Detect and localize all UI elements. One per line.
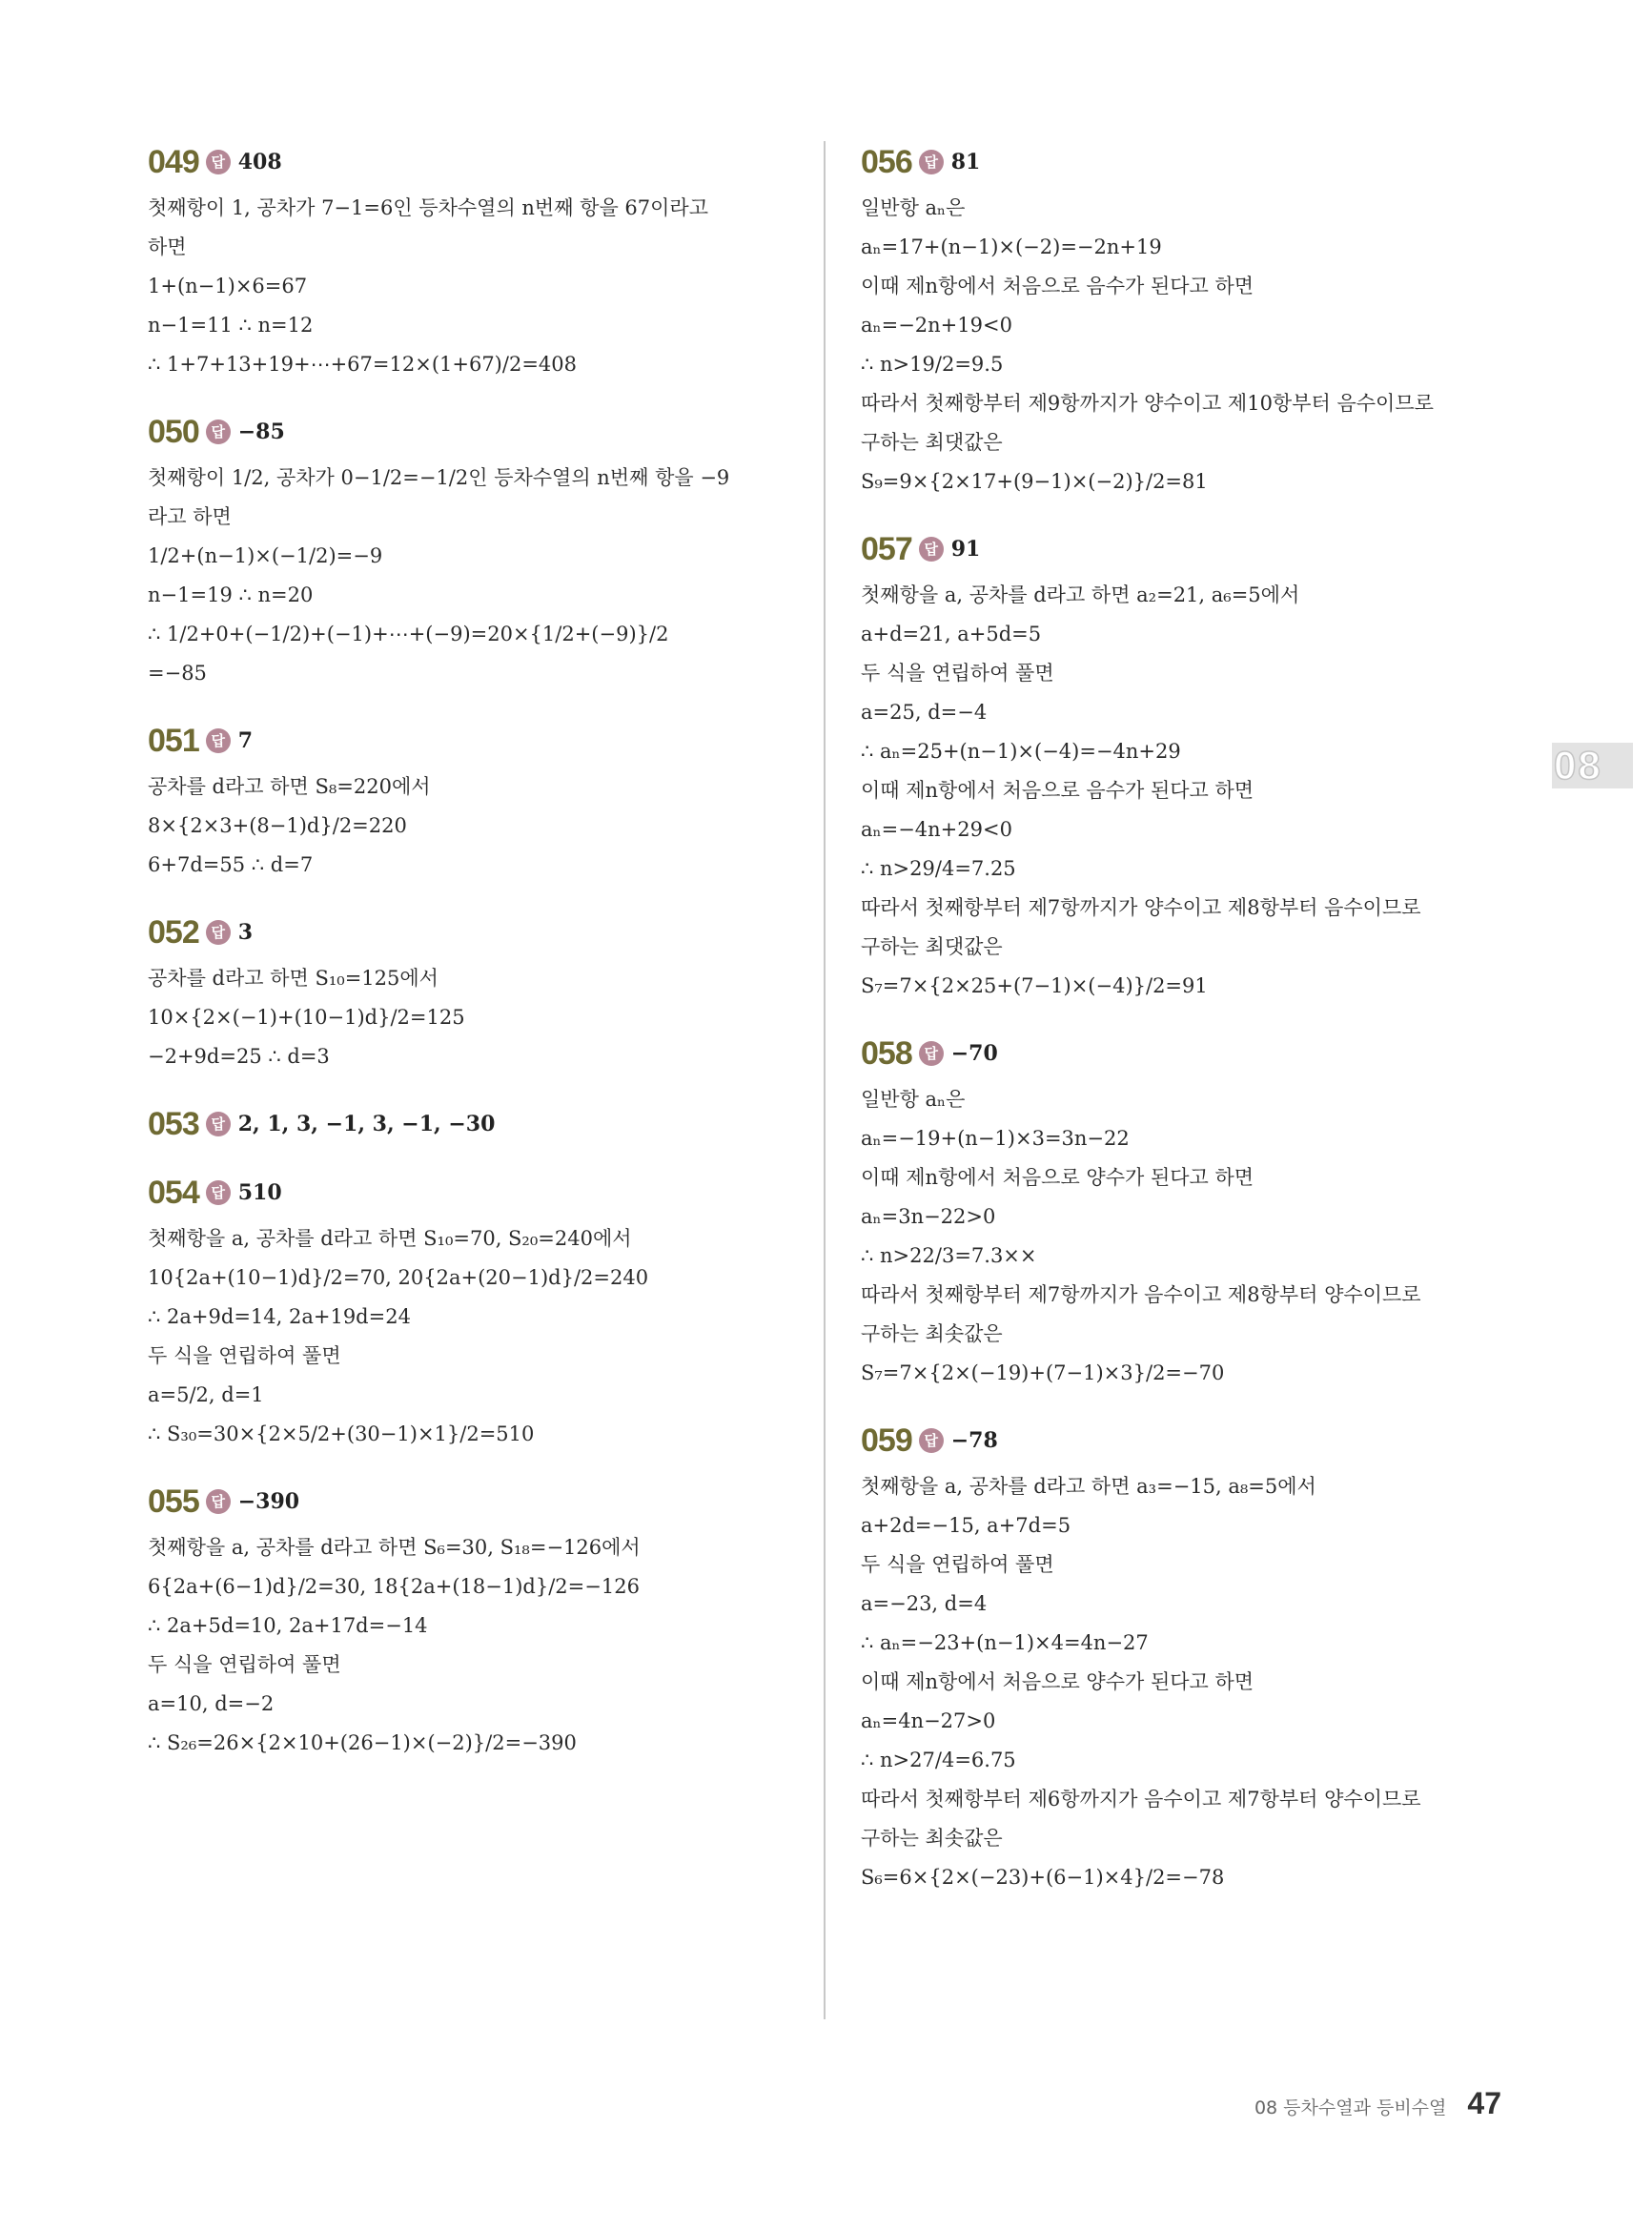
solution-line: 두 식을 연립하여 풀면 bbox=[148, 1344, 341, 1367]
footer-chapter-title: 08 등차수열과 등비수열 bbox=[1254, 2097, 1447, 2118]
solution-line: S₉=9×{2×17+(9−1)×(−2)}/2=81 bbox=[861, 470, 1208, 493]
answer-value: 510 bbox=[237, 1180, 282, 1205]
solution-line: 10{2a+(10−1)d}/2=70, 20{2a+(20−1)d}/2=240 bbox=[148, 1266, 649, 1289]
solution-line: aₙ=3n−22>0 bbox=[861, 1205, 996, 1228]
solution-line: a+2d=−15, a+7d=5 bbox=[861, 1514, 1071, 1537]
answer-badge-icon: 답 bbox=[919, 537, 944, 562]
solution-line: ∴ 2a+9d=14, 2a+19d=24 bbox=[148, 1305, 411, 1328]
solution-line: 첫째항을 a, 공차를 d라고 하면 S₁₀=70, S₂₀=240에서 bbox=[148, 1227, 632, 1250]
problem-header bbox=[861, 1420, 1519, 1462]
problem-number: 049 bbox=[148, 143, 199, 180]
problem-number: 056 bbox=[861, 143, 912, 180]
solution-line: 라고 하면 bbox=[148, 505, 232, 528]
solution-line: a=10, d=−2 bbox=[148, 1692, 275, 1715]
answer-value: 408 bbox=[237, 150, 282, 174]
solution-line: S₆=6×{2×(−23)+(6−1)×4}/2=−78 bbox=[861, 1866, 1225, 1889]
solution-line: 1/2+(n−1)×(−1/2)=−9 bbox=[148, 544, 383, 567]
solution-line: 8×{2×3+(8−1)d}/2=220 bbox=[148, 814, 407, 837]
solution-line: 첫째항을 a, 공차를 d라고 하면 S₆=30, S₁₈=−126에서 bbox=[148, 1536, 641, 1559]
answer-value: 91 bbox=[950, 537, 981, 562]
solution-line: 구하는 최댓값은 bbox=[861, 935, 1003, 958]
solution-line: ∴ S₃₀=30×{2×5/2+(30−1)×1}/2=510 bbox=[148, 1422, 535, 1445]
answer-badge-icon: 답 bbox=[206, 728, 231, 753]
solution-line: n−1=19 ∴ n=20 bbox=[148, 583, 314, 606]
solution-line: ∴ aₙ=−23+(n−1)×4=4n−27 bbox=[861, 1631, 1149, 1654]
problem-header bbox=[148, 1172, 796, 1214]
solution-line: ∴ 1/2+0+(−1/2)+(−1)+⋯+(−9)=20×{1/2+(−9)}/2 bbox=[148, 623, 669, 645]
problem-block bbox=[861, 1420, 1519, 1897]
solution-line: aₙ=−2n+19<0 bbox=[861, 314, 1012, 337]
solution-line: 1+(n−1)×6=67 bbox=[148, 275, 308, 297]
answer-badge-icon: 답 bbox=[206, 920, 231, 945]
solution-line: a+d=21, a+5d=5 bbox=[861, 623, 1042, 645]
problem-number: 053 bbox=[148, 1105, 199, 1142]
solution-line: 구하는 최댓값은 bbox=[861, 431, 1003, 454]
problem-number: 057 bbox=[861, 530, 912, 567]
solution-line: 따라서 첫째항부터 제6항까지가 음수이고 제7항부터 양수이므로 bbox=[861, 1788, 1421, 1811]
solution-line: ∴ n>29/4=7.25 bbox=[861, 857, 1016, 880]
solution-line: ∴ 1+7+13+19+⋯+67=12×(1+67)/2=408 bbox=[148, 353, 577, 376]
answer-value: 2, 1, 3, −1, 3, −1, −30 bbox=[237, 1112, 496, 1136]
answer-badge-icon: 답 bbox=[206, 419, 231, 444]
left-column bbox=[148, 141, 796, 1790]
problem-header bbox=[861, 1033, 1519, 1074]
solution-line: ∴ aₙ=25+(n−1)×(−4)=−4n+29 bbox=[861, 740, 1181, 763]
problem-header bbox=[148, 720, 796, 762]
solution-line: 두 식을 연립하여 풀면 bbox=[148, 1653, 341, 1676]
column-divider bbox=[824, 141, 826, 2019]
solution-line: a=5/2, d=1 bbox=[148, 1383, 264, 1406]
answer-badge-icon: 답 bbox=[206, 1112, 231, 1136]
solution-line: −2+9d=25 ∴ d=3 bbox=[148, 1045, 330, 1068]
answer-value: 81 bbox=[950, 150, 981, 174]
solution-line: aₙ=−4n+29<0 bbox=[861, 818, 1012, 841]
answer-badge-icon: 답 bbox=[206, 1180, 231, 1205]
problem-header bbox=[148, 911, 796, 953]
solution-line: 일반항 aₙ은 bbox=[861, 1088, 966, 1111]
problem-header bbox=[148, 141, 796, 183]
solution-line: ∴ n>22/3=7.3×× bbox=[861, 1244, 1037, 1267]
problem-block bbox=[861, 528, 1519, 1006]
answer-value: −85 bbox=[237, 419, 285, 444]
solution-line: 일반항 aₙ은 bbox=[861, 196, 966, 219]
solution-line: =−85 bbox=[148, 662, 207, 685]
problem-number: 058 bbox=[861, 1034, 912, 1072]
problem-block bbox=[148, 141, 796, 384]
solution-line: 이때 제n항에서 처음으로 음수가 된다고 하면 bbox=[861, 275, 1254, 297]
solution-line: 하면 bbox=[148, 235, 187, 258]
problem-header bbox=[148, 1481, 796, 1523]
solution-line: ∴ n>27/4=6.75 bbox=[861, 1749, 1016, 1771]
problem-block bbox=[861, 141, 1519, 501]
problem-number: 051 bbox=[148, 722, 199, 759]
answer-badge-icon: 답 bbox=[919, 1428, 944, 1453]
solution-line: ∴ n>19/2=9.5 bbox=[861, 353, 1004, 376]
solution-line: 두 식을 연립하여 풀면 bbox=[861, 1553, 1054, 1576]
solution-line: 이때 제n항에서 처음으로 음수가 된다고 하면 bbox=[861, 779, 1254, 802]
problem-number: 052 bbox=[148, 913, 199, 951]
solution-line: S₇=7×{2×25+(7−1)×(−4)}/2=91 bbox=[861, 974, 1208, 997]
answer-badge-icon: 답 bbox=[919, 1041, 944, 1066]
problem-header bbox=[861, 528, 1519, 570]
problem-number: 054 bbox=[148, 1174, 199, 1211]
solution-line: 공차를 d라고 하면 S₈=220에서 bbox=[148, 775, 431, 798]
solution-line: 첫째항이 1/2, 공차가 0−1/2=−1/2인 등차수열의 n번째 항을 −9 bbox=[148, 466, 730, 489]
solution-line: 이때 제n항에서 처음으로 양수가 된다고 하면 bbox=[861, 1670, 1254, 1693]
solution-line: aₙ=17+(n−1)×(−2)=−2n+19 bbox=[861, 235, 1162, 258]
solution-line: 첫째항이 1, 공차가 7−1=6인 등차수열의 n번째 항을 67이라고 bbox=[148, 196, 709, 219]
solution-line: 따라서 첫째항부터 제7항까지가 양수이고 제8항부터 음수이므로 bbox=[861, 896, 1421, 919]
problem-number: 059 bbox=[861, 1422, 912, 1459]
solution-line: S₇=7×{2×(−19)+(7−1)×3}/2=−70 bbox=[861, 1361, 1225, 1384]
answer-value: −70 bbox=[950, 1041, 998, 1066]
solution-line: ∴ S₂₆=26×{2×10+(26−1)×(−2)}/2=−390 bbox=[148, 1731, 577, 1754]
solution-line: 이때 제n항에서 처음으로 양수가 된다고 하면 bbox=[861, 1166, 1254, 1189]
problem-block bbox=[148, 1172, 796, 1454]
problem-block bbox=[148, 1103, 796, 1145]
solution-line: ∴ 2a+5d=10, 2a+17d=−14 bbox=[148, 1614, 428, 1637]
answer-value: 7 bbox=[237, 728, 254, 753]
solution-line: 10×{2×(−1)+(10−1)d}/2=125 bbox=[148, 1006, 465, 1029]
answer-badge-icon: 답 bbox=[919, 150, 944, 174]
solution-line: aₙ=4n−27>0 bbox=[861, 1709, 996, 1732]
problem-block bbox=[148, 911, 796, 1076]
solution-line: 공차를 d라고 하면 S₁₀=125에서 bbox=[148, 967, 438, 990]
solution-line: 6{2a+(6−1)d}/2=30, 18{2a+(18−1)d}/2=−126 bbox=[148, 1575, 640, 1598]
solution-line: aₙ=−19+(n−1)×3=3n−22 bbox=[861, 1127, 1130, 1150]
problem-header bbox=[861, 141, 1519, 183]
answer-badge-icon: 답 bbox=[206, 150, 231, 174]
problem-block bbox=[148, 720, 796, 885]
solution-line: 첫째항을 a, 공차를 d라고 하면 a₃=−15, a₈=5에서 bbox=[861, 1475, 1316, 1498]
right-column bbox=[861, 141, 1519, 1924]
answer-value: 3 bbox=[237, 920, 254, 945]
problem-header bbox=[148, 1103, 796, 1145]
solution-line: a=−23, d=4 bbox=[861, 1592, 988, 1615]
chapter-side-label: 08 bbox=[1554, 743, 1602, 788]
problem-number: 055 bbox=[148, 1483, 199, 1520]
answer-badge-icon: 답 bbox=[206, 1489, 231, 1514]
answer-value: −78 bbox=[950, 1428, 998, 1453]
solution-line: 따라서 첫째항부터 제9항까지가 양수이고 제10항부터 음수이므로 bbox=[861, 392, 1434, 415]
solution-line: n−1=11 ∴ n=12 bbox=[148, 314, 314, 337]
problem-number: 050 bbox=[148, 413, 199, 450]
solution-line: 따라서 첫째항부터 제7항까지가 음수이고 제8항부터 양수이므로 bbox=[861, 1283, 1421, 1306]
problem-block bbox=[148, 1481, 796, 1763]
solution-line: 두 식을 연립하여 풀면 bbox=[861, 662, 1054, 685]
problem-header bbox=[148, 411, 796, 453]
problem-block bbox=[148, 411, 796, 693]
solution-line: a=25, d=−4 bbox=[861, 701, 988, 724]
problem-block bbox=[861, 1033, 1519, 1393]
answer-value: −390 bbox=[237, 1489, 300, 1514]
page-number: 47 bbox=[1467, 2086, 1501, 2120]
solution-line: 구하는 최솟값은 bbox=[861, 1322, 1003, 1345]
solution-line: 구하는 최솟값은 bbox=[861, 1827, 1003, 1850]
page-footer bbox=[1254, 2086, 1501, 2121]
solution-line: 6+7d=55 ∴ d=7 bbox=[148, 853, 314, 876]
solution-line: 첫째항을 a, 공차를 d라고 하면 a₂=21, a₆=5에서 bbox=[861, 583, 1300, 606]
